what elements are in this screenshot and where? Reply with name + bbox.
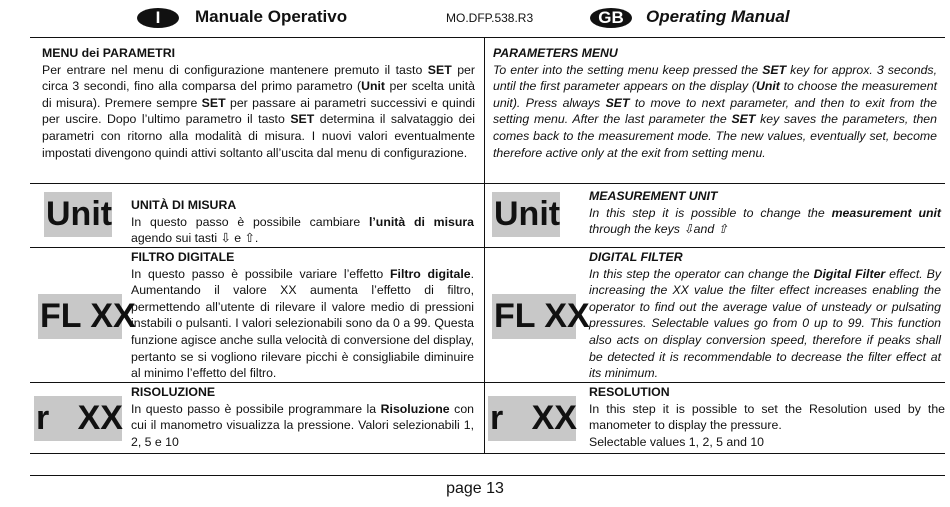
italian-title: Manuale Operativo bbox=[195, 7, 348, 26]
unit-display-it: Unit bbox=[44, 192, 112, 237]
resolution-display-en: r XX bbox=[488, 396, 576, 441]
document-code: MO.DFP.538.R3 bbox=[446, 11, 534, 25]
filter-en-emph: Digital Filter bbox=[813, 266, 886, 281]
resolution-it-body bbox=[131, 401, 474, 451]
resolution-en-body: In this step it is possible to set the Resolution used by the manometer to display the pressure. bbox=[589, 401, 945, 433]
filter-en-block bbox=[589, 249, 941, 382]
menu-it-key: SET bbox=[290, 112, 315, 127]
filter-en-text: In this step the operator can change the bbox=[589, 266, 814, 281]
unit-it-text: agendo sui tasti ⇩ e ⇧. bbox=[131, 231, 259, 246]
english-flag-badge: GB bbox=[590, 8, 632, 28]
filter-it-block bbox=[131, 249, 474, 382]
unit-en-title: MEASUREMENT UNIT bbox=[589, 189, 718, 203]
resolution-it-text: In questo passo è possibile programmare la bbox=[131, 401, 381, 416]
menu-en-text: to move to next parameter, and then to exit from the setting menu. After the last parameter the bbox=[493, 95, 938, 127]
resolution-en-title: RESOLUTION bbox=[589, 385, 670, 399]
menu-it-block bbox=[42, 45, 475, 161]
unit-en-body bbox=[589, 205, 941, 238]
unit-en-text: In this step it is possible to change the bbox=[589, 205, 832, 220]
divider-bottom bbox=[30, 475, 945, 476]
menu-it-text: per circa 3 secondi, fino alla comparsa del primo parametro ( bbox=[42, 62, 475, 94]
unit-it-title: UNITÀ DI MISURA bbox=[131, 198, 237, 212]
filter-it-body bbox=[131, 266, 474, 382]
english-title: Operating Manual bbox=[646, 7, 790, 26]
page-number: page 13 bbox=[446, 480, 504, 497]
menu-en-body bbox=[493, 62, 937, 162]
resolution-display-it: r XX bbox=[34, 396, 122, 441]
menu-it-text: determina il salvataggio dei parametri con ritorno alla modalità di misura. I nuovi valori eventualmente impostati divengono quindi attivi soltanto all’uscita dal menu di configurazione. bbox=[42, 112, 475, 160]
filter-it-title: FILTRO DIGITALE bbox=[131, 250, 235, 264]
unit-it-emph: l’unità di misura bbox=[368, 214, 474, 229]
filter-it-emph: Filtro digitale bbox=[390, 266, 471, 281]
menu-en-text: To enter into the setting menu keep pressed the bbox=[493, 62, 763, 77]
resolution-it-title: RISOLUZIONE bbox=[131, 385, 216, 399]
filter-display-en: FL XX bbox=[492, 294, 576, 339]
menu-en-text: key saves the parameters, then comes back to the measurement mode. The new values, eventually set, become therefore active only at the exit from setting menu. bbox=[493, 112, 937, 160]
menu-en-key: SET bbox=[731, 112, 756, 127]
menu-it-text: Per entrare nel menu di configurazione mantenere premuto il tasto bbox=[42, 62, 428, 77]
divider-filter bbox=[30, 382, 945, 383]
menu-it-body bbox=[42, 62, 475, 162]
unit-it-text: In questo passo è possibile cambiare bbox=[131, 214, 369, 229]
menu-en-title: PARAMETERS MENU bbox=[493, 46, 618, 60]
unit-en-block bbox=[589, 188, 941, 238]
resolution-en-block bbox=[589, 384, 945, 450]
menu-en-block bbox=[493, 45, 937, 161]
menu-it-key: Unit bbox=[361, 79, 386, 94]
page-header bbox=[0, 6, 950, 32]
menu-it-title: MENU dei PARAMETRI bbox=[42, 46, 175, 60]
menu-it-text: per scelta unità di misura). Premere sempre bbox=[42, 79, 476, 110]
divider-resolution bbox=[30, 453, 945, 454]
unit-it-body bbox=[131, 214, 474, 247]
italian-flag-badge: I bbox=[137, 8, 179, 28]
menu-en-key: SET bbox=[762, 62, 787, 77]
unit-display-en: Unit bbox=[492, 192, 560, 237]
menu-en-key: SET bbox=[605, 95, 630, 110]
filter-en-title: DIGITAL FILTER bbox=[589, 250, 683, 264]
filter-en-body bbox=[589, 266, 941, 382]
filter-it-text: In questo passo è possibile variare l’effetto bbox=[131, 266, 391, 281]
resolution-en-values: Selectable values 1, 2, 5 and 10 bbox=[589, 434, 765, 449]
filter-it-text: . Aumentando il valore XX aumenta l’effetto di filtro, permettendo all’utente di rilevare il valore medio di pressioni instabili o pulsanti. I valori selezionabili sono da 0 a 99. Questa funzione agisce anche sulla velocità di conversione del display, pertanto se si vogliono rilevare picchi è consigliabile diminuire al minimo l’effetto del filtro. bbox=[131, 266, 474, 381]
menu-en-text: to choose the measurement unit). Press always bbox=[493, 79, 937, 110]
menu-it-text: per passare ai parametri successivi e quindi per uscire. Dopo l’ultimo parametro il tasto bbox=[42, 95, 475, 127]
menu-it-key: SET bbox=[427, 62, 452, 77]
resolution-it-emph: Risoluzione bbox=[380, 401, 450, 416]
resolution-it-text: con cui il manometro visualizza la pressione. Valori selezionabili 1, 2, 5 e 10 bbox=[131, 401, 474, 449]
divider-menu bbox=[30, 183, 945, 184]
unit-en-emph: measurement unit bbox=[831, 205, 941, 220]
filter-display-it: FL XX bbox=[38, 294, 122, 339]
filter-en-text: effect. By increasing the XX value the filter effect increases enabling the operator to find out the average value of unsteady or pulsating pressures. Selectable values go from 0 up to 99. This function also acts on display conversion speed, therefore if peaks shall be detected it is recommendable to decrease the filter effect at its minimum. bbox=[589, 266, 941, 381]
menu-it-key: SET bbox=[201, 95, 226, 110]
menu-en-key: Unit bbox=[755, 79, 780, 94]
column-divider bbox=[484, 37, 485, 453]
divider-unit bbox=[30, 247, 945, 248]
divider-top bbox=[30, 37, 945, 38]
unit-en-text: through the keys ⇩and ⇧ bbox=[589, 222, 728, 237]
menu-en-text: key for approx. 3 seconds, until the first parameter appears on the display ( bbox=[493, 62, 937, 94]
resolution-it-block bbox=[131, 384, 474, 450]
unit-it-block bbox=[131, 197, 474, 247]
